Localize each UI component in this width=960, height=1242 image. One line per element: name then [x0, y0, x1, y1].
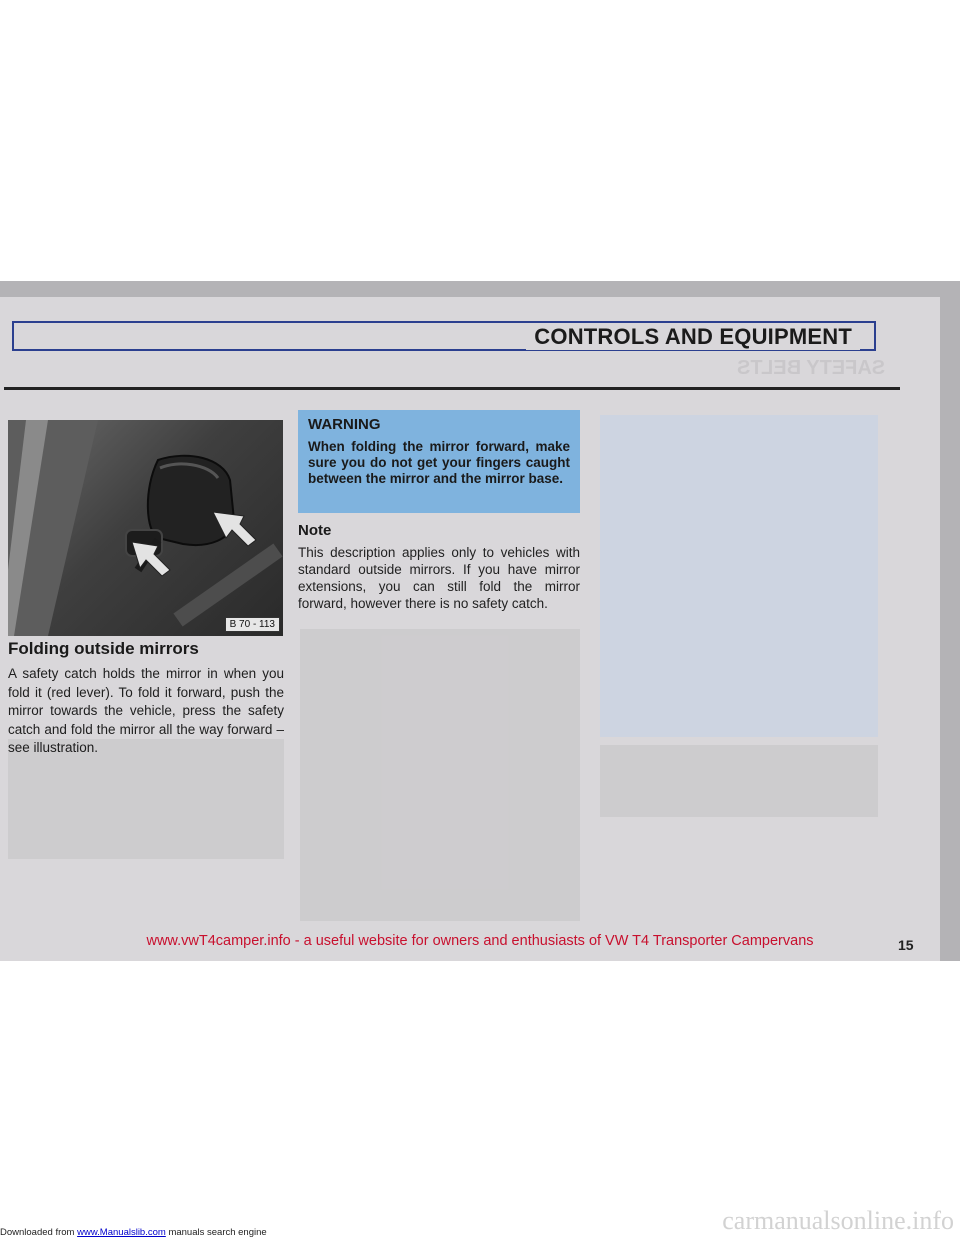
mirror-drawing — [8, 420, 283, 636]
figure-label: B 70 - 113 — [225, 617, 280, 632]
warning-title: WARNING — [308, 416, 381, 433]
warning-text: When folding the mirror forward, make sure you do not get your fingers caught between the mirror and the mirror base. — [308, 439, 570, 486]
mirror-illustration — [8, 420, 283, 636]
manualslib-link[interactable]: www.Manualslib.com — [77, 1227, 166, 1238]
bleed-through-text-block — [600, 745, 878, 817]
warning-box — [298, 410, 580, 513]
scanned-page — [0, 281, 960, 961]
site-watermark: carmanualsonline.info — [722, 1206, 954, 1235]
download-suffix: manuals search engine — [165, 1227, 267, 1238]
note-title: Note — [298, 522, 332, 539]
bleed-through-block — [8, 739, 284, 859]
bleed-through-panel — [600, 415, 878, 737]
section-title: Folding outside mirrors — [8, 639, 199, 658]
download-credit — [0, 1227, 267, 1238]
header-rule — [4, 387, 900, 390]
page-number: 15 — [898, 937, 914, 953]
page-header-title: CONTROLS AND EQUIPMENT — [526, 324, 860, 350]
header-frame — [12, 321, 876, 351]
bleed-through-text: SAFETY BELTS — [736, 357, 885, 379]
website-footer: www.vwT4camper.info - a useful website for owners and enthusiasts of VW T4 Transporter Campervans — [146, 933, 814, 949]
download-prefix: Downloaded from — [0, 1227, 78, 1238]
note-text: This description applies only to vehicles with standard outside mirrors. If you have mirror extensions, you can still fold the mirror forward, however there is no safety catch. — [298, 545, 580, 611]
bleed-through-column — [300, 629, 580, 921]
section-body: A safety catch holds the mirror in when you fold it (red lever). To fold it forward, push the mirror towards the vehicle, press the safety catch and fold the mirror all the way forward – see illustration. — [8, 666, 284, 755]
manual-page — [0, 297, 940, 961]
